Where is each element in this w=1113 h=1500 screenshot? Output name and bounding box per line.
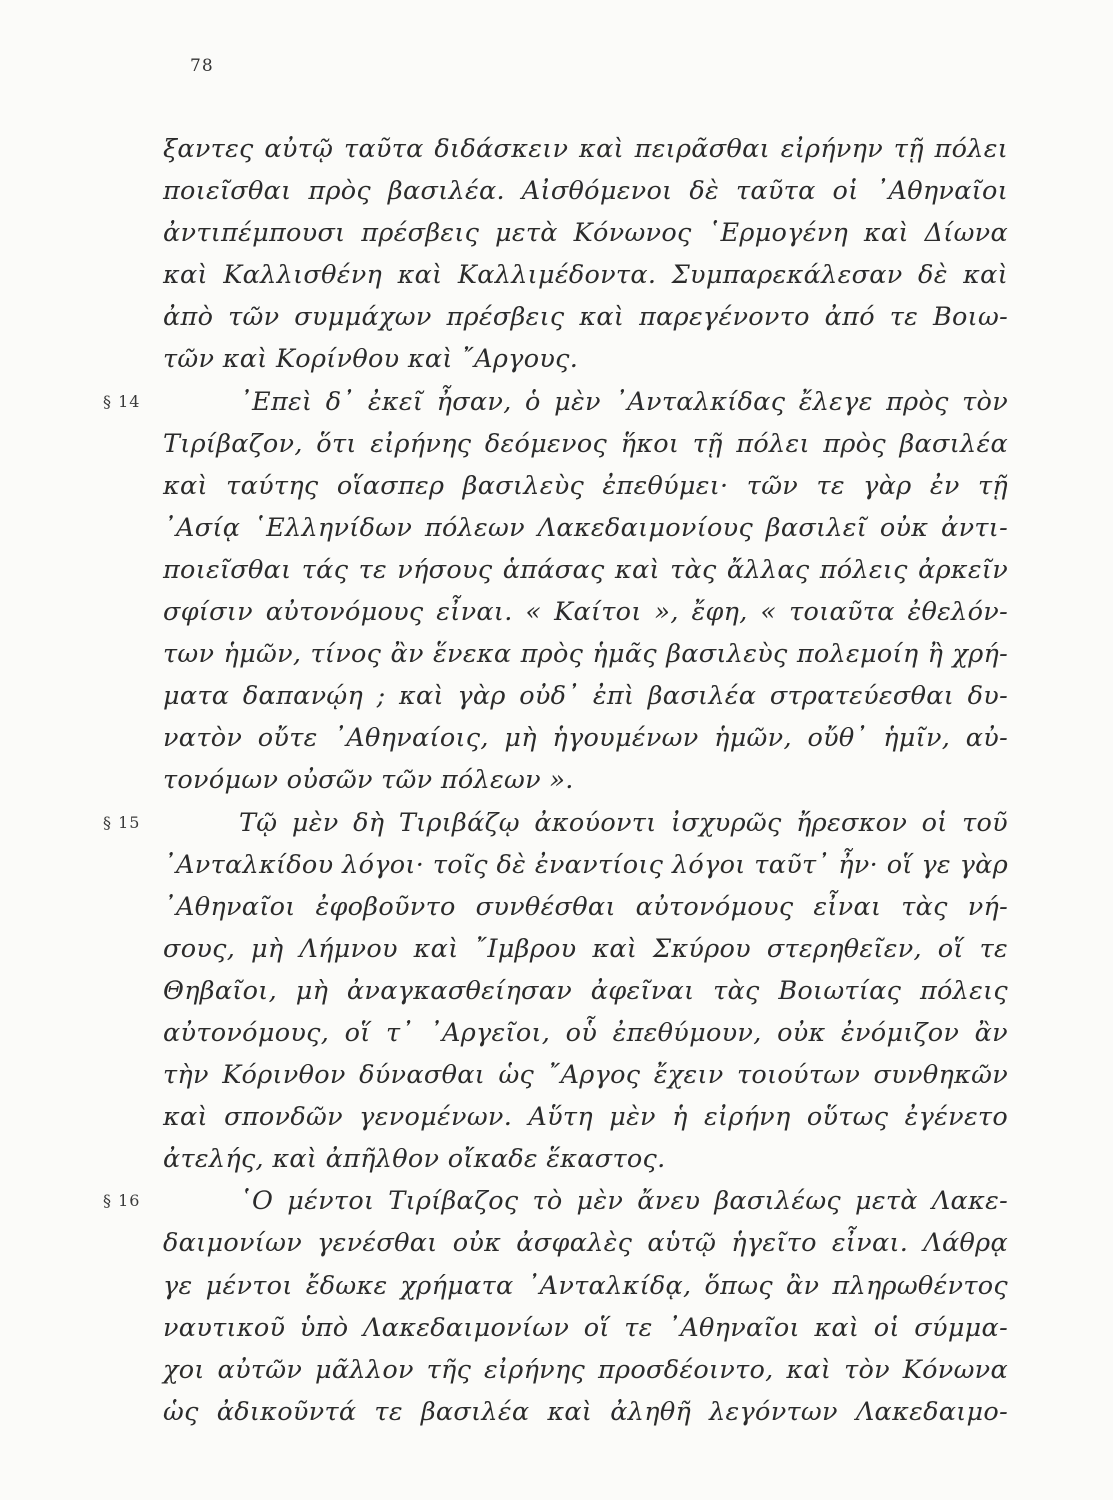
paragraph-section-14	[103, 381, 1008, 802]
text-line: χοι αὐτῶν μᾶλλον τῆς εἰρήνης προσδέοιντο, καὶ τὸν Κόνωνα	[163, 1354, 1008, 1385]
text-line: § 15 Τῷ μὲν δὴ Τιριβάζῳ ἀκούοντι ἰσχυρῶς ἤρεσκον οἱ τοῦ	[163, 802, 1008, 844]
body-text	[103, 128, 1008, 1433]
text-line: ποιεῖσθαι τάς τε νήσους ἁπάσας καὶ τὰς ἄλλας πόλεις ἀρκεῖν	[163, 554, 1008, 585]
text-line: § 14 ᾿Επεὶ δ᾿ ἐκεῖ ἦσαν, ὁ μὲν ᾿Ανταλκίδας ἔλεγε πρὸς τὸν	[163, 381, 1008, 423]
page-number: 78	[190, 56, 214, 76]
text-line: Τιρίβαζον, ὅτι εἰρήνης δεόμενος ἥκοι τῇ πόλει πρὸς βασιλέα	[163, 428, 1008, 459]
text-line: Θηβαῖοι, μὴ ἀναγκασθείησαν ἀφεῖναι τὰς Βοιωτίας πόλεις	[163, 975, 1008, 1006]
text-line: σφίσιν αὐτονόμους εἶναι. « Καίτοι », ἔφη, « τοιαῦτα ἐθελόν-	[163, 597, 1008, 628]
text-line: ξαντες αὐτῷ ταῦτα διδάσκειν καὶ πειρᾶσθαι εἰρήνην τῇ πόλει	[163, 134, 1008, 164]
section-marker: § 16	[103, 1191, 141, 1211]
text-line: ἀντιπέμπουσι πρέσβεις μετὰ Κόνωνος ῾Ερμογένη καὶ Δίωνα	[163, 218, 1008, 249]
text-line: αὐτονόμους, οἵ τ᾿ ᾿Αργεῖοι, οὗ ἐπεθύμουν, οὐκ ἐνόμιζον ἂν	[163, 1017, 1008, 1048]
text-line: ἀπὸ τῶν συμμάχων πρέσβεις καὶ παρεγένοντο ἀπό τε Βοιω-	[163, 302, 1008, 333]
text-line: νατὸν οὔτε ᾿Αθηναίοις, μὴ ἡγουμένων ἡμῶν, οὔθ᾿ ἡμῖν, αὐ-	[163, 723, 1008, 754]
text-line: γε μέντοι ἔδωκε χρήματα ᾿Ανταλκίδᾳ, ὅπως ἂν πληρωθέντος	[163, 1270, 1008, 1301]
text-line: τονόμων οὐσῶν τῶν πόλεων ».	[163, 765, 574, 796]
text-line: καὶ ταύτης οἵασπερ βασιλεὺς ἐπεθύμει· τῶν τε γὰρ ἐν τῇ	[163, 470, 1008, 501]
text-line: ᾿Ασίᾳ ῾Ελληνίδων πόλεων Λακεδαιμονίους βασιλεῖ οὐκ ἀντι-	[163, 512, 1008, 543]
text-line: ματα δαπανῴη ; καὶ γὰρ οὐδ᾿ ἐπὶ βασιλέα στρατεύεσθαι δυ-	[163, 681, 1008, 712]
text-line: τὴν Κόρινθον δύνασθαι ὡς ῎Αργος ἔχειν τοιούτων συνθηκῶν	[163, 1060, 1008, 1091]
section-marker: § 15	[103, 812, 141, 832]
text-line: ἀτελής, καὶ ἀπῆλθον οἴκαδε ἕκαστος.	[163, 1144, 666, 1175]
text-line: ναυτικοῦ ὑπὸ Λακεδαιμονίων οἵ τε ᾿Αθηναῖοι καὶ οἱ σύμμα-	[163, 1312, 1008, 1343]
text-line: ὡς ἀδικοῦντά τε βασιλέα καὶ ἀληθῆ λεγόντων Λακεδαιμο-	[163, 1396, 1008, 1427]
text-line: ᾿Αθηναῖοι ἐφοβοῦντο συνθέσθαι αὐτονόμους εἶναι τὰς νή-	[163, 891, 1008, 922]
text-line: καὶ Καλλισθένη καὶ Καλλιμέδοντα. Συμπαρεκάλεσαν δὲ καὶ	[163, 260, 1008, 291]
text-line: καὶ σπονδῶν γενομένων. Αὕτη μὲν ἡ εἰρήνη οὕτως ἐγένετο	[163, 1102, 1008, 1133]
text-line: δαιμονίων γενέσθαι οὐκ ἀσφαλὲς αὑτῷ ἡγεῖτο εἶναι. Λάθρᾳ	[163, 1228, 1008, 1259]
paragraph-section-16	[103, 1180, 1008, 1433]
text-line: σους, μὴ Λήμνου καὶ ῎Ιμβρου καὶ Σκύρου στερηθεῖεν, οἵ τε	[163, 933, 1008, 964]
section-marker: § 14	[103, 391, 141, 411]
text-line: ποιεῖσθαι πρὸς βασιλέα. Αἰσθόμενοι δὲ ταῦτα οἱ ᾿Αθηναῖοι	[163, 176, 1008, 207]
paragraph-section-15	[103, 802, 1008, 1181]
paragraph	[163, 128, 1008, 381]
text-line: τῶν καὶ Κορίνθου καὶ ῎Αργους.	[163, 344, 579, 375]
text-line: των ἡμῶν, τίνος ἂν ἕνεκα πρὸς ἡμᾶς βασιλεὺς πολεμοίη ἢ χρή-	[163, 639, 1008, 670]
text-line: ᾿Ανταλκίδου λόγοι· τοῖς δὲ ἐναντίοις λόγοι ταῦτ᾿ ἦν· οἵ γε γὰρ	[163, 849, 1008, 880]
text-line: § 16 ῾Ο μέντοι Τιρίβαζος τὸ μὲν ἄνευ βασιλέως μετὰ Λακε-	[163, 1180, 1008, 1222]
